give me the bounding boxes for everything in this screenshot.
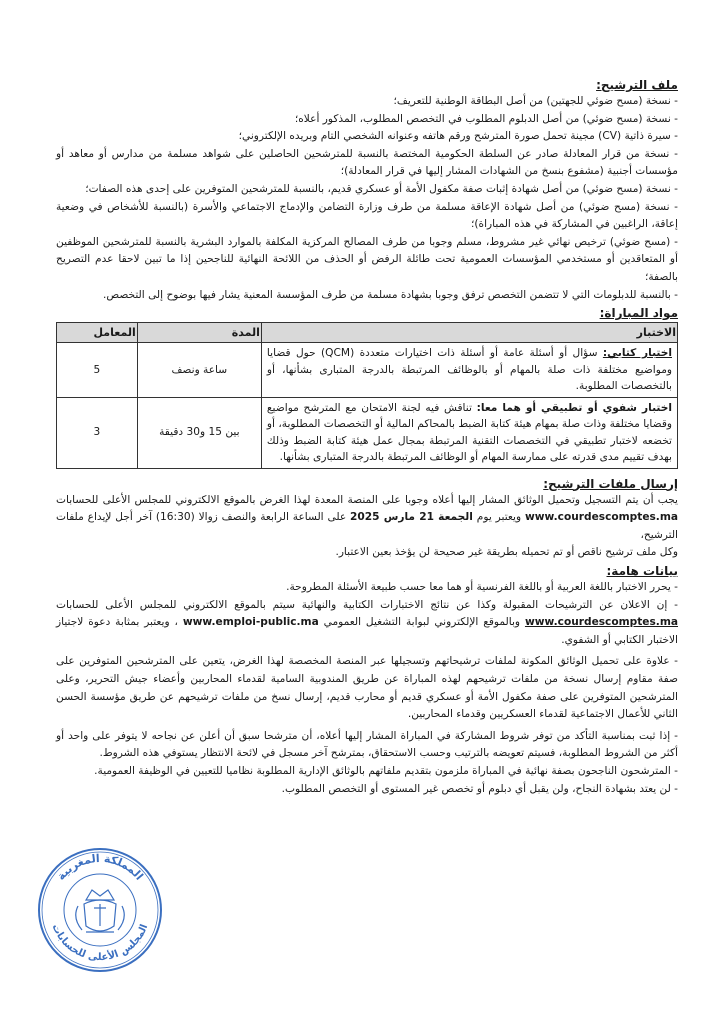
exam-description <box>261 343 677 398</box>
note-text-a: - إن الاعلان عن الترشيحات المقبولة وكذا عن نتائج الاختبارات الكتابية والنهائية سيتم بالموقع الالكتروني للمجلس الأعلى للحسابات <box>56 598 678 611</box>
exam-label: اختبار كتابي: <box>602 347 672 360</box>
header-duration: المدة <box>137 323 261 343</box>
site-link[interactable]: www.emploi-public.ma <box>182 616 319 629</box>
seal-top-text: المملكة المغربية <box>54 851 146 883</box>
header-coef: المعامل <box>57 323 138 343</box>
note-item: - علاوة على تحميل الوثائق المكونة لملفات ترشيحاتهم وتسجيلها عبر المنصة المخصصة لهذا الغرض، يتعين على المترشحين المتوفرين على صفة مقاوم إرسال نسخة من ملفات ترشيحهم لهذه المباراة عن طريق المندوبية السامية لقدماء المحاربين وأعضاء جيش التحرير، وعلى المترشحين المتوفرين على صفة مكفول الأمة أو عسكري قديم أو محارب قديم، إرسال نسخ من ملفات ترشيحهم عن طريق مؤسسة الحسن الثاني للأعمال الاجتماعية لقدماء العسكريين وقدماء المحاربين. <box>56 655 678 721</box>
note-item: - يحرر الاختبار باللغة العربية أو باللغة الفرنسية أو هما معا حسب طبيعة الأسئلة المطروحة. <box>286 581 678 593</box>
file-item: - نسخة (مسح ضوئي للجهتين) من أصل البطاقة الوطنية للتعريف؛ <box>393 95 678 107</box>
exam-coef: 5 <box>57 343 138 398</box>
note-text-b: وبالموقع الإلكتروني لبوابة التشغيل العمومي <box>323 616 521 629</box>
file-item: - نسخة (مسح ضوئي) من أصل شهادة إثبات صفة مكفول الأمة أو عسكري قديم، بالنسبة للمترشحين المتوفرين على إحدى هذه الصفات؛ <box>85 182 678 195</box>
svg-text:المجلس الأعلى للحسابات <box>50 923 151 964</box>
note-item: - إذا ثبت بمناسبة التأكد من توفر شروط المشاركة في المباراة المشار إليها أعلاه، أن مترشحا سبق أن أعلن عن نجاحه لا يتوفر على واحد أو أكثر من الشروط المطلوبة، فسيتم تعويضه بالترتيب وحسب الاستحقاق، بمترشح آخر مسجل في لائحة الانتظار يستوفي هذه الشروط. <box>56 729 678 760</box>
send-paragraph-2: وكل ملف ترشيح ناقص أو تم تحميله بطريقة غير صحيحة لن يؤخذ بعين الاعتبار. <box>335 546 678 559</box>
send-text-c: على الساعة الرابعة والنصف زوالا (16:30) آخر أجل لإيداع ملفات الترشيح، <box>56 511 678 541</box>
header-exam: الاختبار <box>261 323 677 343</box>
send-text-a: يجب أن يتم التسجيل وتحميل الوثائق المشار إليها أعلاه وجوبا على المنصة المعدة لهذا الغرض بالموقع الالكتروني للمجلس الأعلى للحسابات <box>56 493 678 506</box>
site-link[interactable]: www.courdescomptes.ma <box>524 616 679 629</box>
send-text-b: ويعتبر يوم <box>476 511 522 524</box>
note-item: - المترشحون الناجحون بصفة نهائية في المباراة ملزمون بتقديم ملفاتهم بالوثائق الإدارية المطلوبة نظاميا للتعيين في الوظيفة العمومية. <box>94 764 678 777</box>
exam-text: تناقش فيه لجنة الامتحان مع المترشح مواضيع وقضايا مختلفة وذات صلة بمهام هيئة كتابة الضبط بالمحاكم المالية أو التخصصات المطلوبة، أو تخضعه لاختبار تطبيقي في التخصصات التقنية المرتبطة بمجال عمل هيئة كتابة الضبط وذلك بهدف تقييم مدى قدرته على ممارسة المهام أو الوظائف المرتبطة بالدرجة المتبارى بشأنها. <box>266 401 672 464</box>
exam-coef: 3 <box>57 397 138 468</box>
note-item: - لن يعتد بشهادة النجاح، ولن يقبل أي دبلوم أو تخصص غير المستوى أو التخصص المطلوب. <box>281 782 678 795</box>
note-text-c: ، ويعتبر بمثابة دعوة لاجتياز الاختبار الكتابي أو الشفوي. <box>56 616 678 646</box>
svg-text:المملكة المغربية <box>54 852 145 883</box>
table-row <box>57 397 678 468</box>
exam-description <box>261 397 677 468</box>
file-item: - (مسح ضوئي) ترخيص نهائي غير مشروط، مسلم وجوبا من طرف المصالح المركزية المكلفة بالموارد البشرية بالنسبة للمترشحين الموظفين أو المتعاقدين أو مستخدمي المؤسسات العمومية تحت طائلة الرفض أو الحذف من اللائحة النهائية للناجحين إذا ما تبين لاحقا عدم التصريح بالصفة؛ <box>56 235 678 283</box>
file-item: - نسخة (مسح ضوئي) من أصل شهادة الإعاقة مسلمة من طرف وزارة التضامن والإدماج الاجتماعي والأسرة (بالنسبة للأشخاص في وضعية إعاقة، الراغبين في المشاركة في هذه المباراة)؛ <box>56 200 678 231</box>
table-row <box>57 343 678 398</box>
section-title-file: ملف الترشيح: <box>596 78 678 92</box>
seal-bottom-text: المجلس الأعلى للحسابات <box>49 922 151 964</box>
exam-table-header <box>57 323 678 343</box>
note-item <box>56 597 678 650</box>
send-paragraph <box>56 492 678 545</box>
exam-label: اختبار شفوي أو تطبيقي أو هما معا: <box>476 401 672 414</box>
file-item: - نسخة (مسح ضوئي) من أصل الدبلوم المطلوب في التخصص المطلوب، المذكور أعلاه؛ <box>294 112 678 125</box>
exam-text: سؤال أو أسئلة عامة أو أسئلة ذات اختيارات متعددة (QCM) حول قضايا ومواضيع مختلفة ذات صلة بالمهام أو بالوظائف المرتبطة بالدرجة المتبارى بشأنها، أو بالتخصصات المطلوبة. <box>266 347 672 393</box>
file-item: - بالنسبة للدبلومات التي لا تتضمن التخصص ترفق وجوبا بشهادة مسلمة من طرف المؤسسة المعنية يشار فيها بوضوح إلى التخصص. <box>102 288 678 301</box>
file-item: - سيرة ذاتية (CV) مجينة تحمل صورة المترشح ورقم هاتفه وعنوانه الشخصي التام وبريده الإلكتروني؛ <box>238 130 678 143</box>
section-title-notes: بيانات هامة: <box>606 564 678 578</box>
exam-table <box>56 322 678 469</box>
document-page <box>56 76 678 798</box>
deadline-date: الجمعة 21 مارس 2025 <box>350 511 473 524</box>
exam-duration: بين 15 و30 دقيقة <box>137 397 261 468</box>
file-item: - نسخة من قرار المعادلة صادر عن السلطة الحكومية المختصة بالنسبة للمترشحين الحاصلين على شواهد مسلمة من مدارس أو معاهد أو مؤسسات أجنبية (مشفوع بنسخ من الشهادات المشار إليها في قرار المعادلة)؛ <box>56 147 678 178</box>
site-link[interactable]: www.courdescomptes.ma <box>524 511 679 524</box>
official-seal-icon <box>36 846 164 974</box>
file-items <box>56 93 678 304</box>
section-title-send: إرسال ملفات الترشيح: <box>543 476 678 491</box>
exam-duration: ساعة ونصف <box>137 343 261 398</box>
section-title-exam: مواد المباراة: <box>599 306 678 321</box>
